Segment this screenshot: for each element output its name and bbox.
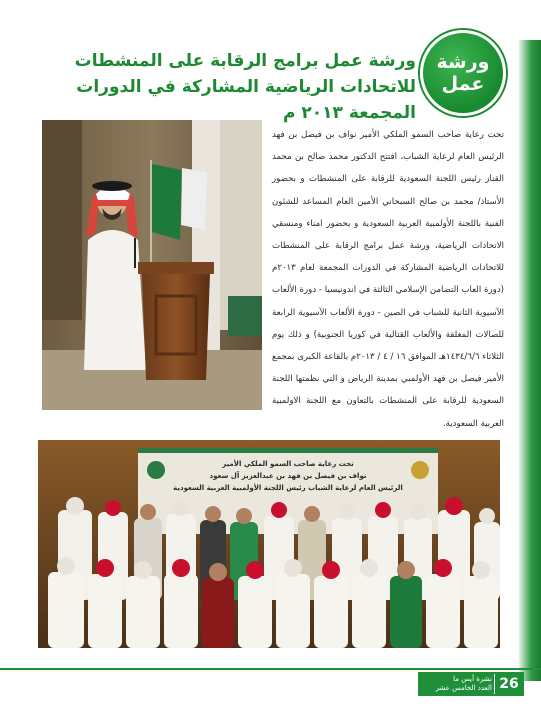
issue-label: العدد الخامس عشر [435,684,492,692]
speaker-photo-illustration [42,120,262,410]
emblem-icon [147,461,165,479]
group-photo [38,440,500,648]
footer-divider [494,674,495,694]
banner-line-3: الرئيس العام لرعاية الشباب رئيس اللجنة الأولمبية العربية السعودية [173,484,403,492]
badge-line-2: عمل [441,73,485,95]
banner-line-2: نواف بن فيصل بن فهد بن عبدالعزيز آل سعود [209,472,367,480]
article-body: تحت رعاية صاحب السمو الملكي الأمير نواف بن فيصل بن فهد الرئيس العام لرعاية الشباب، افتتح الدكتور محمد صالح بن محمد القناز رئيس اللجنة السعودية للرقابة على المنشطات و بحضور الأستاذ/ محمد بن صالح السبحاني الأمين العام المساعد للشئون الفنية باللجنة الأولمبية العربية السعودية و بحضور امناء ومنسقي الاتحادات الرياضية، ورشة عمل برامج الرقابة على المنشطات للاتحادات الرياضية المشاركة في الدورات المجمعة لعام ٢٠١٣م (دورة العاب التضامن الإسلامي الثالثة في اندونيسيا - دورة الألعاب الآسيوية الثانية للشباب في الصين - دورة الألعاب الآسيوية الرابعة للصالات المغلقة والألعاب القتالية في كوريا الجنوبية) و ذلك يوم الثلاثاء ١٤٣٤/٦/٦هـ الموافق ١٦ / ٤ / ٢٠١٣م بالقاعة الكبرى بمجمع الأمير فيصل بن فهد الأولمبي بمدينة الرياض و التي نظمتها اللجنة السعودية للرقابة على المنشطات بالتعاون مع اللجنة الاولمبية العربية السعودية. [272,130,505,429]
article-title: ورشة عمل برامج الرقابة على المنشطات للاتحادات الرياضية المشاركة في الدورات المجمعة ٢٠١٣ م [74,51,416,123]
section-badge [420,30,506,116]
footer-publication [420,675,492,693]
footer-rule [0,668,541,670]
banner-line-1: تحت رعاية صاحب السمو الملكي الأمير [222,460,354,468]
side-stripe [519,40,541,681]
publication-name: نشرة أيس ما [453,675,492,683]
badge-line-1: ورشة [436,51,490,73]
page-number: 26 [499,676,519,692]
olympic-logo-icon [411,461,429,479]
speaker-photo [42,120,262,410]
group-photo-illustration [38,440,500,648]
